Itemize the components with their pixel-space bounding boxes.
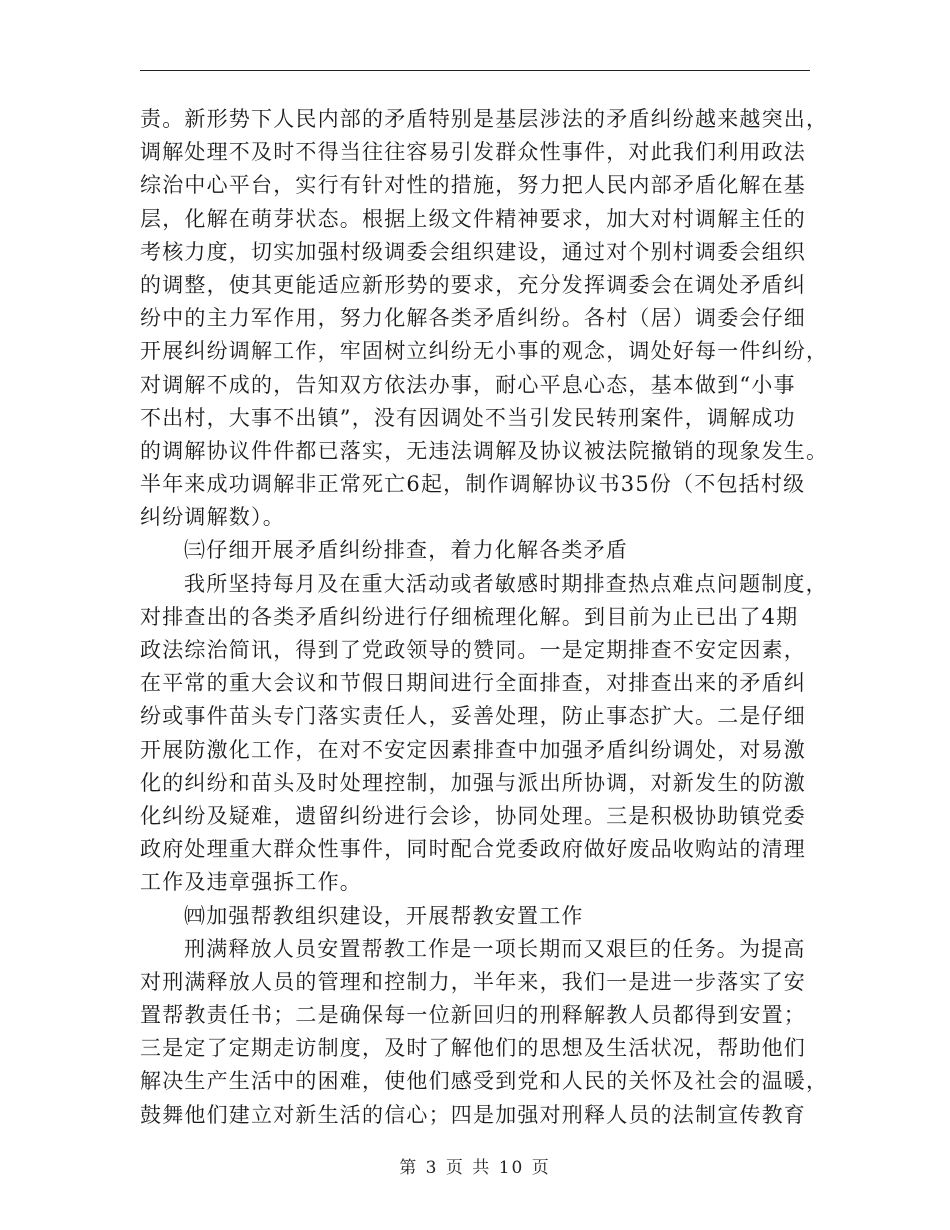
text-line: 刑满释放人员安置帮教工作是一项长期而又艰巨的任务。为提高 [184, 936, 806, 961]
text-line: 置帮教责任书；二是确保每一位新回归的刑释解教人员都得到安置； [140, 1003, 806, 1028]
text-line: 综治中心平台，实行有针对性的措施，努力把人民内部矛盾化解在基 [140, 173, 806, 198]
section-heading-4: ㈣加强帮教组织建设，开展帮教安置工作 [184, 903, 584, 928]
text-line: 的调整，使其更能适应新形势的要求，充分发挥调委会在调处矛盾纠 [140, 272, 806, 297]
paragraph-mediation [140, 103, 829, 534]
text-line: 工作及违章强拆工作。 [140, 870, 362, 895]
header-rule [140, 70, 810, 71]
text-line: 开展纠纷调解工作，牢固树立纠纷无小事的观念，调处好每一件纠纷， [140, 339, 829, 364]
text-line: 不出村，大事不出镇”，没有因调处不当引发民转刑案件，调解成功 [140, 405, 796, 430]
paragraph-investigation [140, 568, 828, 900]
text-line: 三是定了定期走访制度，及时了解他们的思想及生活状况，帮助他们 [140, 1036, 806, 1061]
text-line: 在平常的重大会议和节假日期间进行全面排查，对排查出来的矛盾纠 [140, 671, 806, 696]
text-line: 调解处理不及时不得当往往容易引发群众性事件，对此我们利用政法 [140, 140, 806, 165]
text-line: 考核力度，切实加强村级调委会组织建设，通过对个别村调委会组织 [140, 239, 806, 264]
text-line: 纷或事件苗头专门落实责任人，妥善处理，防止事态扩大。二是仔细 [140, 704, 806, 729]
text-line: 我所坚持每月及在重大活动或者敏感时期排查热点难点问题制度， [184, 571, 828, 596]
text-line: 解决生产生活中的困难，使他们感受到党和人民的关怀及社会的温暖， [140, 1069, 829, 1094]
text-line: 开展防激化工作，在对不安定因素排查中加强矛盾纠纷调处，对易激 [140, 737, 806, 762]
text-line: 化纠纷及疑难，遗留纠纷进行会诊，协同处理。三是积极协助镇党委 [140, 803, 806, 828]
text-line: 政法综治简讯，得到了党政领导的赞同。一是定期排查不安定因素， [140, 638, 806, 662]
text-line: 纠纷调解数）。 [140, 505, 285, 530]
page-number-footer: 第 3 页 共 10 页 [399, 1158, 551, 1178]
section-heading-3: ㈢仔细开展矛盾纠纷排查，着力化解各类矛盾 [184, 538, 628, 563]
paragraph-resettlement [140, 933, 829, 1132]
document-body [140, 103, 829, 1132]
text-line: 对调解不成的，告知双方依法办事，耐心平息心态，基本做到“小事 [140, 372, 796, 397]
text-line: 层，化解在萌芽状态。根据上级文件精神要求，加大对村调解主任的 [140, 206, 806, 231]
text-line: 对排查出的各类矛盾纠纷进行仔细梳理化解。到目前为止已出了4期 [140, 604, 799, 629]
text-line: 政府处理重大群众性事件，同时配合党委政府做好废品收购站的清理 [140, 837, 806, 862]
text-line: 纷中的主力军作用，努力化解各类矛盾纠纷。各村（居）调委会仔细 [140, 306, 806, 331]
text-line: 鼓舞他们建立对新生活的信心；四是加强对刑释人员的法制宣传教育 [140, 1102, 806, 1127]
text-line: 责。新形势下人民内部的矛盾特别是基层涉法的矛盾纠纷越来越突出， [140, 107, 829, 131]
text-line: 对刑满释放人员的管理和控制力，半年来，我们一是进一步落实了安 [140, 969, 806, 994]
text-line: 半年来成功调解非正常死亡6起，制作调解协议书35份（不包括村级 [140, 472, 806, 497]
text-line: 的调解协议件件都已落实，无违法调解及协议被法院撤销的现象发生。 [140, 438, 829, 463]
text-line: 化的纠纷和苗头及时处理控制，加强与派出所协调，对新发生的防激 [140, 770, 806, 795]
